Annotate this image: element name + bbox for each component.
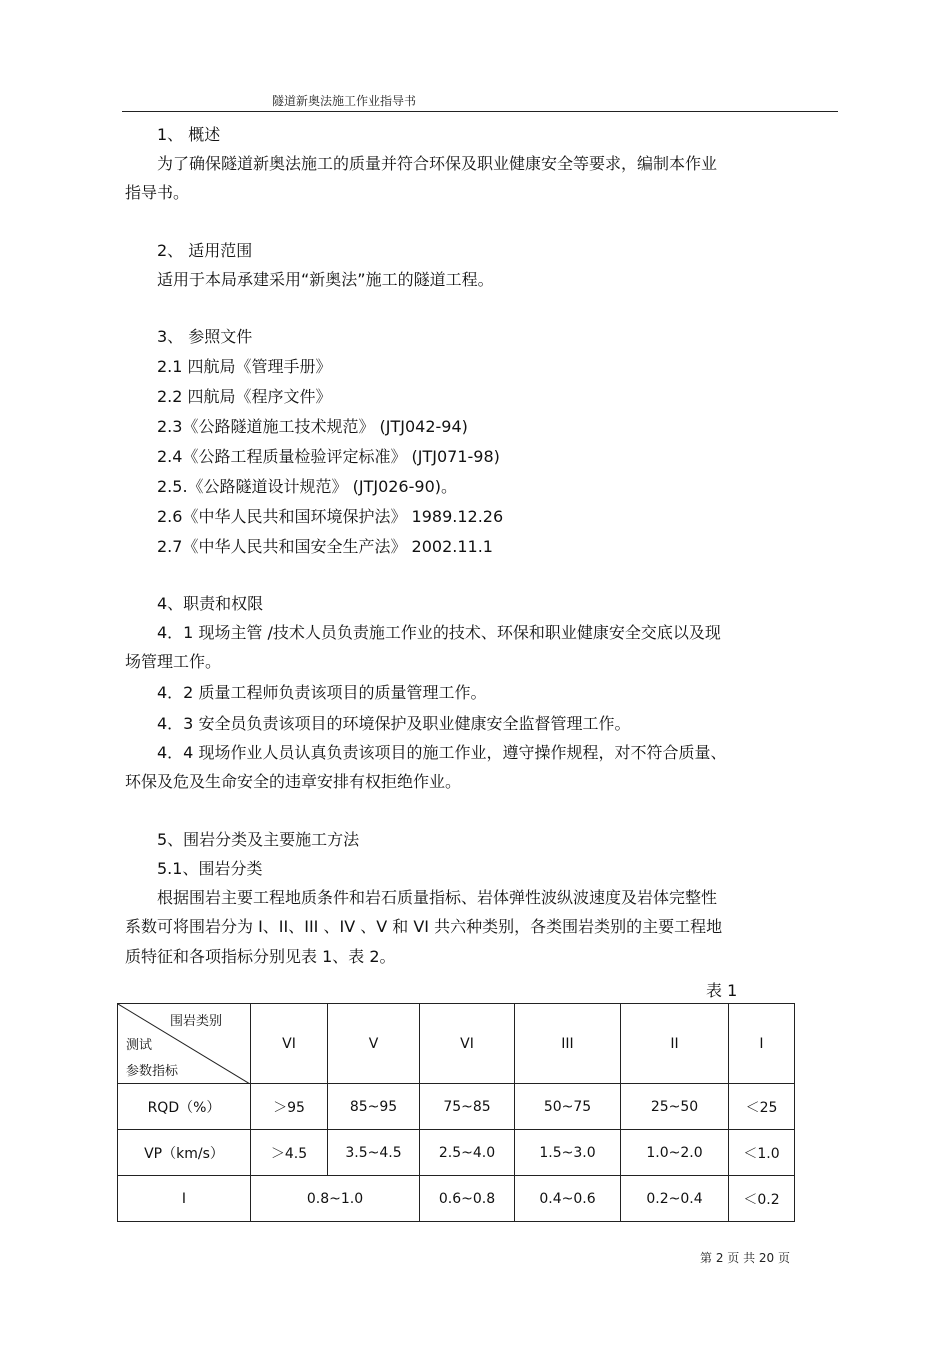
section-2-heading: 2、 适用范围	[157, 241, 253, 260]
duty-item-cont: 环保及危及生命安全的违章安排有权拒绝作业。	[125, 772, 462, 791]
table-header-cell: VI	[420, 1004, 515, 1084]
reference-item: 2.5.《公路隧道设计规范》 (JTJ026-90)。	[157, 477, 457, 496]
page-header-title: 隧道新奥法施工作业指导书	[272, 94, 417, 108]
duty-item: 4．3 安全员负责该项目的环境保护及职业健康安全监督管理工作。	[157, 714, 631, 733]
reference-item: 2.3《公路隧道施工技术规范》 (JTJ042-94)	[157, 417, 468, 436]
reference-item: 2.4《公路工程质量检验评定标准》 (JTJ071-98)	[157, 447, 500, 466]
table-cell: ＜0.2	[729, 1176, 795, 1222]
section-5-paragraph-cont: 系数可将围岩分为 I、II、III 、IV 、V 和 VI 共六种类别，各类围岩类别的主要工程地	[125, 917, 723, 936]
section-5-heading: 5、围岩分类及主要施工方法	[157, 830, 360, 849]
table-cell: 85~95	[328, 1084, 420, 1130]
table-cell: 0.4~0.6	[515, 1176, 621, 1222]
table-row	[118, 1176, 795, 1222]
table-row	[118, 1084, 795, 1130]
page-number: 第 2 页 共 20 页	[700, 1251, 790, 1265]
table-cell: ＞95	[251, 1084, 328, 1130]
section-3-heading: 3、 参照文件	[157, 327, 253, 346]
section-4-heading: 4、职责和权限	[157, 594, 264, 613]
section-1-paragraph-cont: 指导书。	[125, 183, 190, 202]
duty-item-cont: 场管理工作。	[125, 652, 222, 671]
table-header-cell: II	[621, 1004, 729, 1084]
duty-item: 4．1 现场主管 /技术人员负责施工作业的技术、环保和职业健康安全交底以及现	[157, 623, 721, 642]
table-header-cell: III	[515, 1004, 621, 1084]
table-row	[118, 1130, 795, 1176]
table-cell: ＜25	[729, 1084, 795, 1130]
table-cell: 1.5~3.0	[515, 1130, 621, 1176]
table-cell: 1.0~2.0	[621, 1130, 729, 1176]
rock-classification-table	[117, 1003, 795, 1222]
section-1-paragraph: 为了确保隧道新奥法施工的质量并符合环保及职业健康安全等要求，编制本作业	[157, 154, 718, 173]
section-1-heading: 1、 概述	[157, 125, 221, 144]
reference-item: 2.1 四航局《管理手册》	[157, 357, 332, 376]
table-row-label: I	[118, 1176, 251, 1222]
table-cell: ＜1.0	[729, 1130, 795, 1176]
table-cell: 50~75	[515, 1084, 621, 1130]
section-5-paragraph: 根据围岩主要工程地质条件和岩石质量指标、岩体弹性波纵波速度及岩体完整性	[157, 888, 718, 907]
table-cell: 2.5~4.0	[420, 1130, 515, 1176]
header-divider	[122, 111, 838, 112]
table-cell: 25~50	[621, 1084, 729, 1130]
table-cell: 0.6~0.8	[420, 1176, 515, 1222]
duty-item: 4．4 现场作业人员认真负责该项目的施工作业，遵守操作规程，对不符合质量、	[157, 743, 727, 762]
corner-label-bottom: 参数指标	[126, 1064, 179, 1079]
section-2-paragraph: 适用于本局承建采用“新奥法”施工的隧道工程。	[157, 270, 494, 289]
corner-label-mid: 测试	[126, 1038, 153, 1053]
table-cell: 3.5~4.5	[328, 1130, 420, 1176]
reference-item: 2.7《中华人民共和国安全生产法》 2002.11.1	[157, 537, 493, 556]
subsection-5-1-heading: 5.1、围岩分类	[157, 859, 263, 878]
table-header-cell: V	[328, 1004, 420, 1084]
corner-label-top: 围岩类别	[170, 1014, 223, 1029]
section-5-paragraph-cont: 质特征和各项指标分别见表 1、表 2。	[125, 947, 396, 966]
table-row-label: RQD（%）	[118, 1084, 251, 1130]
table-row-label: VP（km/s）	[118, 1130, 251, 1176]
table-cell: 0.2~0.4	[621, 1176, 729, 1222]
reference-item: 2.2 四航局《程序文件》	[157, 387, 332, 406]
duty-item: 4．2 质量工程师负责该项目的质量管理工作。	[157, 683, 487, 702]
table-cell-merged: 0.8~1.0	[251, 1176, 420, 1222]
table-header-cell: I	[729, 1004, 795, 1084]
table-header-cell: VI	[251, 1004, 328, 1084]
table-caption: 表 1	[706, 981, 738, 1000]
reference-item: 2.6《中华人民共和国环境保护法》 1989.12.26	[157, 507, 504, 526]
table-header-row	[118, 1004, 795, 1084]
table-cell: 75~85	[420, 1084, 515, 1130]
table-corner-cell	[118, 1004, 251, 1084]
table-cell: ＞4.5	[251, 1130, 328, 1176]
